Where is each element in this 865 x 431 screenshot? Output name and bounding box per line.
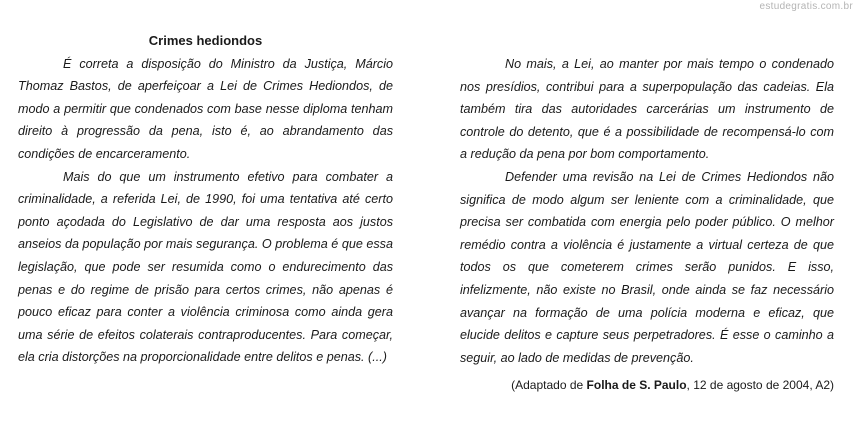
- left-column: [18, 30, 393, 369]
- right-column: [460, 53, 834, 369]
- right-paragraph-1: No mais, a Lei, ao manter por mais tempo o condenado nos presídios, contribui para a superpopulação das cadeias. Ela também tira das autoridades carcerárias um instrumento de controle do detento, que é a possibilidade de recompensá-lo com a redução da pena por bom comportamento.: [460, 57, 834, 162]
- right-paragraph-2: Defender uma revisão na Lei de Crimes Hediondos não significa de modo algum ser leniente com a criminalidade, que precisa ser combatida com energia pelo poder público. O melhor remédio contra a violência é justamente a virtual certeza de que todos os que cometerem crimes serão punidos. E isso, infelizmente, não existe no Brasil, onde ainda se faz necessário avançar na formação de uma polícia moderna e eficaz, que elucide delitos e capture seus perpetradores. É esse o caminho a seguir, ao lado de medidas de prevenção.: [460, 169, 834, 365]
- site-watermark: estudegratis.com.br: [759, 1, 853, 12]
- left-paragraph-1: É correta a disposição do Ministro da Justiça, Márcio Thomaz Bastos, de aperfeiçoar a Lei de Crimes Hediondos, de modo a permitir que condenados com base nesse diploma tenham direito à progressão da pena, isto é, ao abrandamento das condições de encarceramento.: [18, 56, 393, 161]
- left-paragraph-2: Mais do que um instrumento efetivo para combater a criminalidade, a referida Lei, de 1990, foi uma tentativa até certo ponto açodada do Legislativo de dar uma resposta aos justos anseios da população por mais segurança. O problema é que essa legislação, que pode ser resumida como o endurecimento das penas e do regime de prisão para certos crimes, não apenas é pouco eficaz para conter a violência criminosa como ainda gera uma série de efeitos colaterais contraproducentes. Para começar, ela cria distorções na proporcionalidade entre delitos e penas. (...): [18, 169, 393, 365]
- source-suffix: , 12 de agosto de 2004, A2): [686, 378, 834, 392]
- article-title: Crimes hediondos: [148, 33, 263, 48]
- source-prefix: (Adaptado de: [511, 378, 587, 392]
- source-citation: [511, 376, 834, 394]
- source-publication: Folha de S. Paulo: [586, 378, 687, 392]
